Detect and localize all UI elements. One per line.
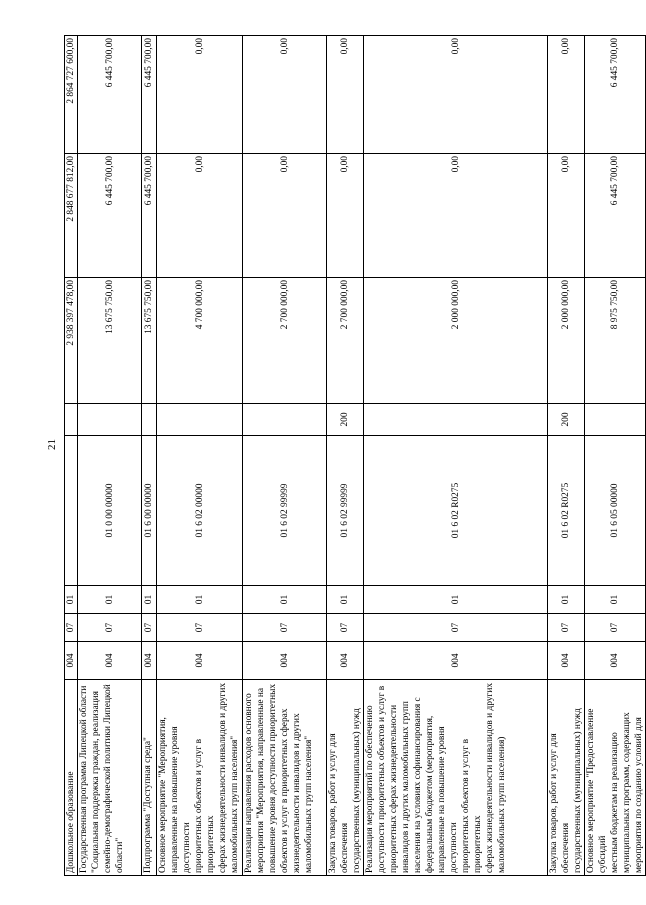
- row-value-2020: 8 975 750,00: [585, 278, 646, 404]
- row-name: Реализация направления расходов основного мероприятия "Мероприятия, направленные на повышение уровня доступности приоритетных объектов и услуг в приоритетных сферах жизнедеятельности инвалидов и других маломобильных групп населения": [243, 680, 327, 876]
- page-number: 21: [46, 439, 58, 450]
- row-vr: [65, 404, 78, 436]
- row-rz: 07: [327, 614, 364, 642]
- row-value-2020: 2 000 000,00: [364, 278, 548, 404]
- row-csr: [65, 436, 78, 586]
- table-row: [364, 36, 548, 876]
- row-value-2020: 4 700 000,00: [157, 278, 243, 404]
- row-rz: 07: [157, 614, 243, 642]
- row-name: Закупка товаров, работ и услуг для обеспечения государственных (муниципальных) нужд: [548, 680, 585, 876]
- budget-table-rotated: [64, 36, 645, 876]
- row-value-2021: 0,00: [327, 154, 364, 278]
- row-rz: 07: [243, 614, 327, 642]
- row-value-2022: 0,00: [364, 36, 548, 154]
- row-value-2021: 6 445 700,00: [78, 154, 142, 278]
- row-value-2022: 0,00: [548, 36, 585, 154]
- row-vr: [364, 404, 548, 436]
- row-value-2022: 6 445 700,00: [585, 36, 646, 154]
- row-name: Государственная программа Липецкой области "Социальная поддержка граждан, реализация семейно-демографической политики Липецкой области": [78, 680, 142, 876]
- row-value-2020: 2 938 397 478,00: [65, 278, 78, 404]
- row-pr: 01: [78, 586, 142, 614]
- row-rz: 07: [364, 614, 548, 642]
- row-ved: 004: [142, 642, 157, 680]
- row-vr: 200: [548, 404, 585, 436]
- row-value-2021: 0,00: [364, 154, 548, 278]
- row-ved: 004: [327, 642, 364, 680]
- row-value-2021: 6 445 700,00: [142, 154, 157, 278]
- table-row: [243, 36, 327, 876]
- row-rz: 07: [142, 614, 157, 642]
- table-row: [142, 36, 157, 876]
- row-vr: [585, 404, 646, 436]
- row-value-2021: 6 445 700,00: [585, 154, 646, 278]
- row-pr: 01: [364, 586, 548, 614]
- row-value-2020: 13 675 750,00: [78, 278, 142, 404]
- row-name: Закупка товаров, работ и услуг для обеспечения государственных (муниципальных) нужд: [327, 680, 364, 876]
- row-csr: 01 6 02 99999: [243, 436, 327, 586]
- row-ved: 004: [364, 642, 548, 680]
- row-value-2022: 2 864 727 600,00: [65, 36, 78, 154]
- row-value-2022: 0,00: [327, 36, 364, 154]
- row-csr: 01 6 02 R0275: [548, 436, 585, 586]
- row-ved: 004: [548, 642, 585, 680]
- row-ved: 004: [65, 642, 78, 680]
- row-value-2022: 6 445 700,00: [142, 36, 157, 154]
- table-row: [65, 36, 78, 876]
- row-value-2020: 2 000 000,00: [548, 278, 585, 404]
- row-csr: 01 6 02 R0275: [364, 436, 548, 586]
- row-ved: 004: [78, 642, 142, 680]
- row-vr: 200: [327, 404, 364, 436]
- row-csr: 01 6 00 00000: [142, 436, 157, 586]
- row-value-2021: 0,00: [243, 154, 327, 278]
- row-csr: 01 0 00 00000: [78, 436, 142, 586]
- table-row: [585, 36, 646, 876]
- row-rz: 07: [585, 614, 646, 642]
- row-ved: 004: [585, 642, 646, 680]
- row-value-2022: 0,00: [157, 36, 243, 154]
- row-name: Подпрограмма "Доступная среда": [142, 680, 157, 876]
- row-value-2020: 2 700 000,00: [243, 278, 327, 404]
- row-value-2022: 0,00: [243, 36, 327, 154]
- row-name: Основное мероприятие "Мероприятия, направленные на повышение уровня доступности приоритетных объектов и услуг в приоритетных сферах жизнедеятельности инвалидов и других маломобильных групп населения": [157, 680, 243, 876]
- row-rz: 07: [548, 614, 585, 642]
- row-value-2020: 13 675 750,00: [142, 278, 157, 404]
- table-row: [157, 36, 243, 876]
- row-csr: 01 6 02 00000: [157, 436, 243, 586]
- row-vr: [78, 404, 142, 436]
- budget-table: [64, 35, 646, 876]
- row-pr: 01: [65, 586, 78, 614]
- row-name: Реализация мероприятий по обеспечению доступности приоритетных объектов и услуг в приоритетных сферах жизнедеятельности инвалидов и других маломобильных групп населения на условиях софинансирования с федеральным бюджетом (мероприятия, направленные на повышение уровня доступности приоритетных объектов и услуг в приоритетных сферах жизнедеятельности инвалидов и других маломобильных групп населения): [364, 680, 548, 876]
- row-pr: 01: [585, 586, 646, 614]
- table-row: [78, 36, 142, 876]
- row-pr: 01: [142, 586, 157, 614]
- row-value-2021: 0,00: [548, 154, 585, 278]
- row-value-2021: 2 848 677 812,00: [65, 154, 78, 278]
- row-vr: [243, 404, 327, 436]
- row-ved: 004: [243, 642, 327, 680]
- row-vr: [157, 404, 243, 436]
- row-value-2022: 6 445 700,00: [78, 36, 142, 154]
- row-rz: 07: [65, 614, 78, 642]
- row-name: Основное мероприятие "Предоставление субсидий местным бюджетам на реализацию муниципальных программ, содержащих мероприятия по созданию условий для: [585, 680, 646, 876]
- row-value-2020: 2 700 000,00: [327, 278, 364, 404]
- row-value-2021: 0,00: [157, 154, 243, 278]
- row-csr: 01 6 05 00000: [585, 436, 646, 586]
- row-name: Дошкольное образование: [65, 680, 78, 876]
- row-ved: 004: [157, 642, 243, 680]
- table-row: [548, 36, 585, 876]
- row-pr: 01: [157, 586, 243, 614]
- row-vr: [142, 404, 157, 436]
- table-row: [327, 36, 364, 876]
- row-csr: 01 6 02 99999: [327, 436, 364, 586]
- row-pr: 01: [548, 586, 585, 614]
- row-pr: 01: [327, 586, 364, 614]
- row-pr: 01: [243, 586, 327, 614]
- row-rz: 07: [78, 614, 142, 642]
